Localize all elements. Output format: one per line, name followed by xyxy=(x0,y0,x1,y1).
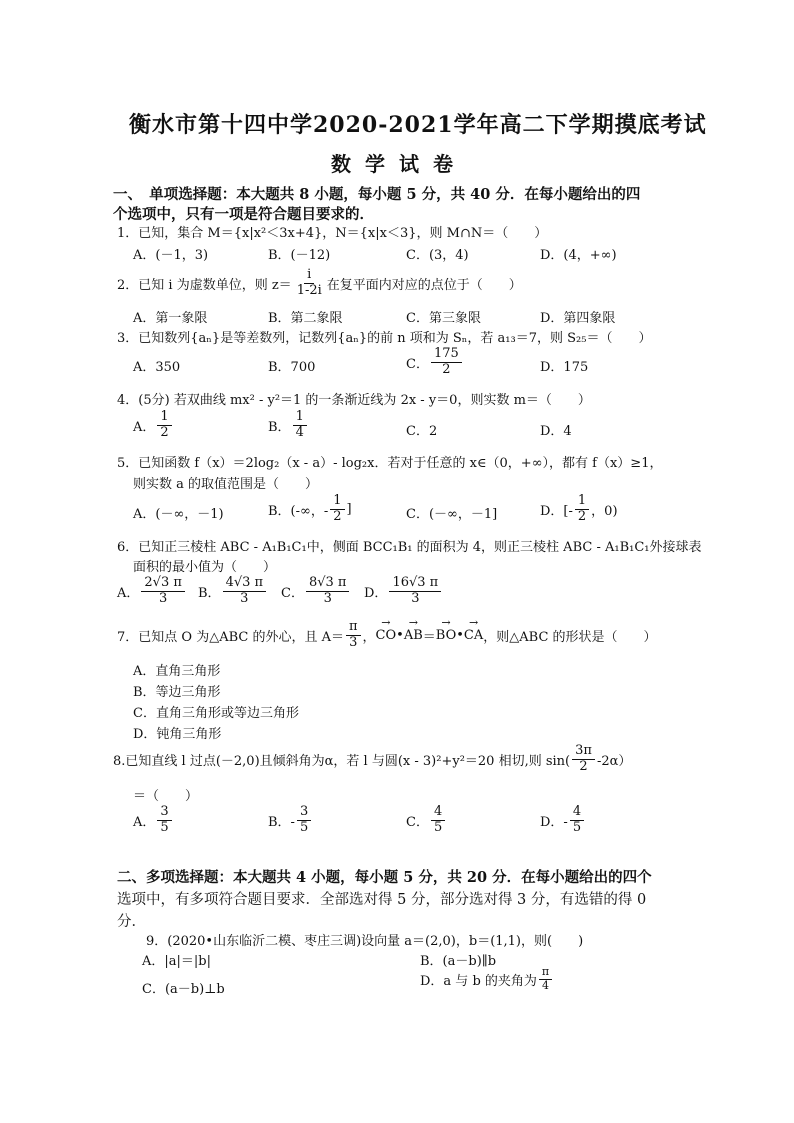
q7-option-d: D．钝角三角形 xyxy=(133,727,222,742)
q5-b-den: 2 xyxy=(333,508,342,524)
q5-d-pre: D．[- xyxy=(540,503,573,519)
section2-line2: 选项中，有多项符合题目要求．全部选对得 5 分，部分选对得 3 分，有选错的得 0 xyxy=(117,892,647,908)
q8-d-label: D．- xyxy=(540,814,568,830)
q3-option-c xyxy=(406,347,464,378)
q8-d-num: 4 xyxy=(570,805,584,821)
q8-option-c xyxy=(406,805,447,836)
q3-stem: 3．已知数列{aₙ}是等差数列，记数列{aₙ}的前 n 项和为 Sₙ，若 a₁₃＝7，则 S₂₅＝（ ） xyxy=(117,331,652,346)
q6-option-d xyxy=(364,576,443,607)
q7-stem xyxy=(117,620,657,651)
q2-option-d: D．第四象限 xyxy=(540,311,616,326)
q8-option-a xyxy=(133,805,174,836)
q3-option-d: D．175 xyxy=(540,360,589,375)
q1-option-a: A．(－1，3) xyxy=(133,248,209,263)
q1-option-d: D．(4，+∞) xyxy=(540,248,617,263)
q6-line1: 6．已知正三棱柱 ABC - A₁B₁C₁中，侧面 BCC₁B₁ 的面积为 4，则正三棱柱 ABC - A₁B₁C₁外接球表 xyxy=(117,540,702,555)
q6-option-a xyxy=(117,576,187,607)
q8-num: 3π xyxy=(572,744,595,760)
q3-option-b: B．700 xyxy=(268,360,316,375)
q2-option-c: C．第三象限 xyxy=(406,311,481,326)
q7-vector-ca: → CA xyxy=(464,628,483,643)
q9-option-d xyxy=(420,966,554,992)
q5-line2: 则实数 a 的取值范围是（ ） xyxy=(133,477,319,492)
q2-option-b: B．第二象限 xyxy=(268,311,343,326)
page-title: 衡水市第十四中学2020-2021学年高二下学期摸底考试 xyxy=(129,112,707,138)
q8-den: 2 xyxy=(579,758,588,774)
q9-option-b: B．(a－b)∥b xyxy=(420,954,497,969)
q9-d-pre: D．a 与 b 的夹角为 xyxy=(420,973,537,989)
q7-eq: ＝ xyxy=(422,629,436,645)
q7-dot1: • xyxy=(396,627,404,643)
q8-c-num: 4 xyxy=(431,805,445,821)
q6-b-label: B． xyxy=(198,585,221,601)
q4-a-num: 1 xyxy=(157,410,171,426)
q8-c-den: 5 xyxy=(433,819,443,835)
q4-option-b xyxy=(268,410,309,441)
q8-a-num: 3 xyxy=(157,805,171,821)
q8-d-den: 5 xyxy=(572,819,582,835)
q6-a-den: 3 xyxy=(159,590,168,606)
q8-b-den: 5 xyxy=(299,819,309,835)
q7-num: π xyxy=(346,620,361,636)
q9-d-den: 4 xyxy=(542,978,550,992)
q5-option-c: C．(－∞，－1] xyxy=(406,507,498,522)
q2-option-a: A．第一象限 xyxy=(133,311,208,326)
q4-a-den: 2 xyxy=(160,424,169,440)
section1-line2: 个选项中，只有一项是符合题目要求的． xyxy=(113,206,374,223)
q2-stem-pre: 2．已知 i 为虚数单位，则 z＝ xyxy=(117,277,292,293)
q5-d-num: 1 xyxy=(575,494,589,510)
q3-c-num: 175 xyxy=(431,347,462,363)
q8-stem-post: -2α） xyxy=(596,753,632,769)
q8-a-label: A． xyxy=(133,814,156,830)
q9-d-num: π xyxy=(539,966,552,980)
q9-stem: 9．(2020•山东临沂二模、枣庄三调)设向量 a＝(2,0)，b＝(1,1)，则( ) xyxy=(146,934,584,949)
q5-b-pre: B．(-∞，- xyxy=(268,503,329,519)
q7-vector-bo: → BO xyxy=(436,628,456,643)
q2-fraction xyxy=(294,268,325,299)
q4-a-label: A． xyxy=(133,419,156,435)
q1-option-b: B．(－12) xyxy=(268,248,331,263)
q6-d-den: 3 xyxy=(411,590,420,606)
q8-c-label: C． xyxy=(406,814,429,830)
q6-d-label: D． xyxy=(364,585,388,601)
q6-line2: 面积的最小值为（ ） xyxy=(133,560,277,575)
q5-option-d xyxy=(540,494,618,525)
q3-c-label: C． xyxy=(406,356,429,372)
q6-c-num: 8√3 π xyxy=(306,576,350,592)
q2-den: 1-2i xyxy=(296,282,322,298)
q9-option-c: C．(a－b)⊥b xyxy=(142,982,225,997)
q6-c-den: 3 xyxy=(323,590,332,606)
q5-line1: 5．已知函数 f（x）＝2log₂（x - a）- log₂x．若对于任意的 x∈（0，+∞），都有 f（x）≥1， xyxy=(117,456,663,471)
q7-stem-pre: 7．已知点 O 为△ABC 的外心，且 A＝ xyxy=(117,629,344,645)
section1-line1: 一、 单项选择题：本大题共 8 小题，每小题 5 分，共 40 分．在每小题给出的四 xyxy=(113,186,641,203)
q7-vector-co: → CO xyxy=(376,628,397,643)
q5-b-post: ] xyxy=(346,501,352,517)
q6-option-b xyxy=(198,576,268,607)
q6-d-num: 16√3 π xyxy=(389,576,441,592)
q2-stem xyxy=(117,268,522,299)
q7-den: 3 xyxy=(349,634,358,650)
q8-option-d xyxy=(540,805,586,836)
q4-stem: 4．(5分) 若双曲线 mx² - y²＝1 的一条渐近线为 2x - y＝0，则实数 m＝（ ） xyxy=(117,393,591,408)
q4-option-d: D．4 xyxy=(540,424,572,439)
q5-option-a: A．(－∞，－1) xyxy=(133,507,224,522)
q2-stem-post: 在复平面内对应的点位于（ ） xyxy=(326,277,522,293)
q4-b-den: 4 xyxy=(295,424,304,440)
q8-stem xyxy=(113,744,631,775)
q4-b-label: B． xyxy=(268,419,291,435)
q3-option-a: A．350 xyxy=(133,360,181,375)
q9-option-a: A．|a|＝|b| xyxy=(142,954,211,969)
q4-option-c: C．2 xyxy=(406,424,438,439)
page-subtitle: 数学试卷 xyxy=(331,152,467,176)
q5-option-b xyxy=(268,494,352,525)
q7-stem-mid: ， xyxy=(362,629,376,645)
q6-b-num: 4√3 π xyxy=(223,576,267,592)
q7-stem-post: ，则△ABC 的形状是（ ） xyxy=(483,629,657,645)
q8-line2: ＝（ ） xyxy=(133,789,199,804)
q8-b-num: 3 xyxy=(297,805,311,821)
q5-d-post: ，0) xyxy=(591,503,618,519)
q4-option-a xyxy=(133,410,174,441)
q6-a-label: A． xyxy=(117,585,140,601)
q6-option-c xyxy=(281,576,351,607)
q6-c-label: C． xyxy=(281,585,304,601)
q3-c-den: 2 xyxy=(442,361,451,377)
q5-d-den: 2 xyxy=(577,508,587,524)
q8-a-den: 5 xyxy=(160,819,169,835)
section2-line3: 分． xyxy=(117,914,146,930)
q6-a-num: 2√3 π xyxy=(141,576,185,592)
q7-vector-ab: → AB xyxy=(404,628,423,643)
q6-b-den: 3 xyxy=(240,590,249,606)
q8-stem-pre: 8.已知直线 l 过点(－2,0)且倾斜角为α，若 l 与圆(x - 3)²+y²＝20 相切,则 sin( xyxy=(113,753,571,769)
q7-option-c: C．直角三角形或等边三角形 xyxy=(133,706,299,721)
q1-option-c: C．(3，4) xyxy=(406,248,469,263)
section2-line1: 二、多项选择题：本大题共 4 小题，每小题 5 分，共 20 分．在每小题给出的四个 xyxy=(117,869,652,886)
q5-b-num: 1 xyxy=(330,494,344,510)
q7-option-a: A．直角三角形 xyxy=(133,664,221,679)
q8-b-label: B．- xyxy=(268,814,295,830)
q8-option-b xyxy=(268,805,313,836)
q4-b-num: 1 xyxy=(293,410,307,426)
q1-stem: 1．已知，集合 M＝{x|x²＜3x+4}，N＝{x|x＜3}，则 M∩N＝（ ） xyxy=(117,226,548,241)
q7-dot2: • xyxy=(456,627,464,643)
q2-num: i xyxy=(304,268,314,284)
q7-option-b: B．等边三角形 xyxy=(133,685,221,700)
